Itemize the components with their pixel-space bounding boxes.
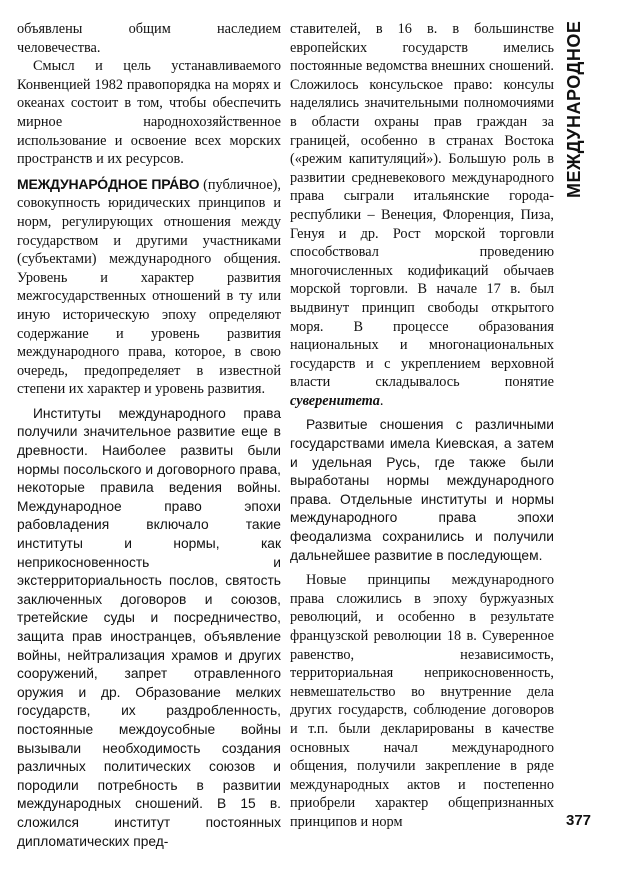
left-paragraph-1: объявлены общим наследием человечества. bbox=[17, 21, 281, 56]
entry-definition: (публичное), совокупность юридических принципов и норм, регулирующих отношения между государством и другими участниками (субъектами) международного общения. Уровень и характер развития межгосударственных отношений в ту или иную историческую эпоху определяют содержание и уровень развития международного права, которое, в свою очередь, предопределяет в известной степени их характер и уровень развития. bbox=[17, 176, 282, 398]
right-paragraph-3: Новые принципы международного права сложились в эпоху буржуазных революций, и особенно в результате французской революции 18 в. Суверенное равенство, независимость, территориальная неприкосновенность, невмешательство во внутренние дела других государств, соблюдение договоров и т.п. были декларированы в качестве основных начал международного общения, получили закрепление в ряде международных актов и постепенно приобрели характер общепризнанных принципов и норм bbox=[290, 572, 554, 830]
right-paragraph-1-end: . bbox=[379, 392, 384, 409]
right-paragraph-1-text: ставителей, в 16 в. в большинстве европейских государств имелись постоянные ведомства внешних сношений. Сложилось консульское право: консулы наделялись значительными полномочиями в области охраны прав граждан за границей, особенно в странах Востока («режим капитуляций»). Большую роль в развитии средневекового международного права сыграли итальянские города-республики – Венеция, Флоренция, Пиза, Генуя и др. Рост морской торговли способствовал проведению многочисленных кодификаций обычаев морской торговли. В начале 17 в. был выдвинут принцип свободы открытого моря. В процессе образования национальных и многонациональных государств и с укреплением верховной власти складывалось понятие bbox=[290, 21, 554, 391]
right-paragraph-1 bbox=[290, 20, 554, 410]
left-column bbox=[17, 20, 281, 851]
right-column bbox=[290, 20, 554, 832]
term-sovereignty: суверенитета bbox=[290, 392, 380, 409]
right-paragraph-2: Развитые сношения с различными государствами имела Киевская, а затем и удельная Русь, где также были выработаны нормы международного права. Отдельные институты и нормы международного права эпохи феодализма сохранились и получили дальнейшее развитие в последующем. bbox=[290, 417, 554, 563]
left-paragraph-2: Смысл и цель устанавливаемого Конвенцией 1982 правопорядка на морях и океанах состоит в том, чтобы обеспечить мирное народнохозяйственное использование и освоение всех морских пространств и их ресурсов. bbox=[17, 58, 281, 168]
entry-headword: МЕЖДУНАРО́ДНОЕ ПРА́ВО bbox=[17, 175, 200, 192]
running-head: МЕЖДУНАРОДНОЕ bbox=[564, 20, 584, 198]
page-number: 377 bbox=[566, 812, 592, 829]
encyclopedia-entry bbox=[17, 175, 281, 399]
left-paragraph-3: Институты международного права получили значительное развитие еще в древности. Наиболее развиты были нормы посольского и договорного права, некоторые правила ведения войны. Международное право эпохи рабовладения включало такие институты и нормы, как неприкосновенность и экстерриториальность послов, святость заключенных договоров и союзов, третейские суды и посредничество, защита прав иностранцев, объявление войны, нейтрализация храмов и других сооружений, запрет отравленного оружия и др. Образование мелких государств, их раздробленность, постоянные междоусобные войны вызывали необходимость создания различных политических союзов и породили потребность в развитии международных сношений. В 15 в. сложился институт постоянных дипломатических пред- bbox=[17, 405, 281, 849]
